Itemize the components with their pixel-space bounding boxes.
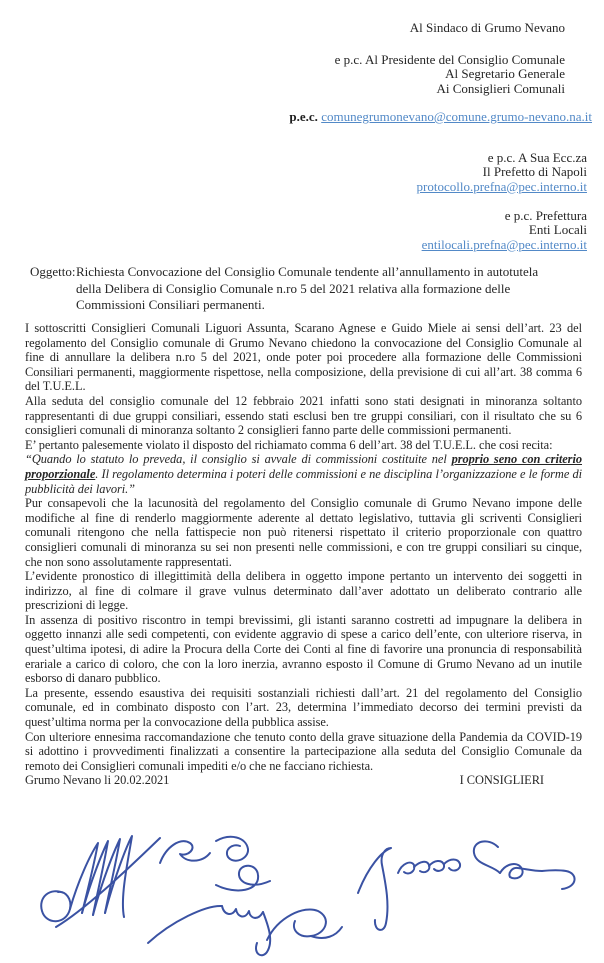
recipient-to-line: Al Sindaco di Grumo Nevano bbox=[409, 20, 565, 35]
closing-row bbox=[25, 773, 582, 788]
paragraph-5: Pur consapevoli che la lacunosità del regolamento del Consiglio comunale di Grumo Nevano impone delle modifiche al fine di renderlo maggiormente aderente al dettato legislativo, tuttavia gli scriventi Consiglieri comunali ritengono che nella fattispecie non può ritenersi rispettato il criterio proporzionale con quattro consiglieri comunali di minoranza su sei non presenti nelle commissioni, e con tre gruppi consiliari su cinque, che non sono assolutamente rappresentati. bbox=[25, 496, 582, 569]
paragraph-6: L’evidente pronostico di illegittimità della delibera in oggetto impone pertanto un intervento dei soggetti in indirizzo, al fine di colmare il grave vulnus determinato dall’aver adottato un deliberato contrario alle prescrizioni di legge. bbox=[25, 569, 582, 613]
subject-label: Oggetto: bbox=[30, 264, 76, 279]
cc1-line-3: Ai Consiglieri Comunali bbox=[436, 80, 565, 96]
pec-label: p.e.c. bbox=[289, 109, 318, 124]
cc1-line-1: e p.c. Al Presidente del Consiglio Comunale bbox=[334, 52, 565, 67]
enti-locali-email-link[interactable]: entilocali.prefna@pec.interno.it bbox=[421, 236, 587, 252]
quote-pre: “Quando lo statuto lo preveda, il consiglio si avvale di commissioni costituite nel bbox=[25, 452, 452, 467]
recipient-cc-block-3 bbox=[0, 209, 604, 252]
paragraph-8: La presente, essendo esaustiva dei requisiti sostanziali richiesti dall’art. 21 del regolamento del Consiglio comunale, ed in combinato disposto con l’art. 23, determina l’immediato decorso dei termini previsti da quest’ultima norma per la convocazione della pubblica assise. bbox=[25, 685, 582, 730]
cc2-line-1: e p.c. A Sua Ecc.za bbox=[487, 150, 587, 165]
quote-post: . Il regolamento determina i poteri delle commissioni e ne disciplina l’organizzazione e le forme di pubblicità dei lavori.” bbox=[25, 466, 582, 496]
pec-email-link[interactable]: comunegrumonevano@comune.grumo-nevano.na.it bbox=[321, 109, 592, 124]
letter-body bbox=[25, 321, 582, 788]
signatories-label: I CONSIGLIERI bbox=[459, 773, 544, 788]
recipient-cc-block-2 bbox=[0, 151, 604, 194]
prefetto-email-link[interactable]: protocollo.prefna@pec.interno.it bbox=[416, 178, 587, 194]
paragraph-9: Con ulteriore ennesima raccomandazione che tenuto conto della grave situazione della Pandemia da COVID-19 si adottino i provvedimenti finalizzati a consentire la partecipazione alla seduta del Consiglio Comunale da remoto dei Consiglieri comunali impediti e/o che ne facciano richiesta. bbox=[25, 729, 582, 773]
handwritten-signature-3 bbox=[148, 906, 342, 955]
subject-text: Richiesta Convocazione del Consiglio Comunale tendente all’annullamento in autotutela della Delibera di Consiglio Comunale n.ro 5 del 2021 relativa alla formazione delle Commissioni Consiliari permanenti. bbox=[76, 264, 539, 313]
paragraph-7: In assenza di positivo riscontro in tempi brevissimi, gli istanti saranno costretti ad impugnare la delibera in oggetto innanzi alle sedi competenti, con evidente aggravio di spese a carico dell’ente, con ulteriore riserva, in quest’ultima ipotesi, di adire la Procura della Corte dei Conti al fine di favorire una pronuncia di responsabilità erariale a carico di coloro, che con la loro inerzia, avranno esposto il Comune di Grumo Nevano ad un inutile esborso di danaro pubblico. bbox=[25, 612, 582, 686]
cc2-line-2: Il Prefetto di Napoli bbox=[482, 164, 587, 180]
paragraph-1: I sottoscritti Consiglieri Comunali Liguori Assunta, Scarano Agnese e Guido Miele ai sensi dell’art. 23 del regolamento del Consiglio comunale di Grumo Nevano chiedono la convocazione del Consiglio Comunale al fine di annullare la delibera n.ro 5 del 2021, onde poter poi procedere alla formazione delle Commissioni Consiliari permanenti, maggiormente rispettose, nella composizione, della previsione di cui all’art. 38 comma 6 del T.U.E.L. bbox=[25, 321, 582, 394]
cc3-line-1: e p.c. Prefettura bbox=[504, 208, 587, 223]
recipient-cc-block-1 bbox=[0, 53, 604, 96]
subject-block bbox=[30, 264, 564, 314]
signatures-area bbox=[20, 793, 584, 963]
pec-line bbox=[0, 110, 604, 124]
cc3-line-2: Enti Locali bbox=[528, 222, 587, 238]
handwritten-signature-1 bbox=[41, 836, 270, 927]
cc1-line-2: Al Segretario Generale bbox=[445, 66, 565, 82]
handwritten-signature-2 bbox=[358, 841, 575, 930]
paragraph-2: Alla seduta del consiglio comunale del 12 febbraio 2021 infatti sono stati designati in minoranza soltanto rappresentanti di due gruppi consiliari, essendo stati esclusi ben tre gruppi consiliari, con il risultato che su 6 consiglieri comunali di minoranza soltanto 2 consiglieri fanno parte delle commissioni permanenti. bbox=[25, 393, 582, 438]
place-date: Grumo Nevano li 20.02.2021 bbox=[25, 773, 170, 788]
paragraph-3: E’ pertanto palesemente violato il disposto del richiamato comma 6 dell’art. 38 del T.U.E.L. che cosi recita: bbox=[25, 437, 553, 452]
recipient-to bbox=[0, 21, 604, 35]
statute-quote bbox=[25, 452, 582, 496]
quote-emphasized: proprio seno con criterio proporzionale bbox=[25, 452, 582, 481]
